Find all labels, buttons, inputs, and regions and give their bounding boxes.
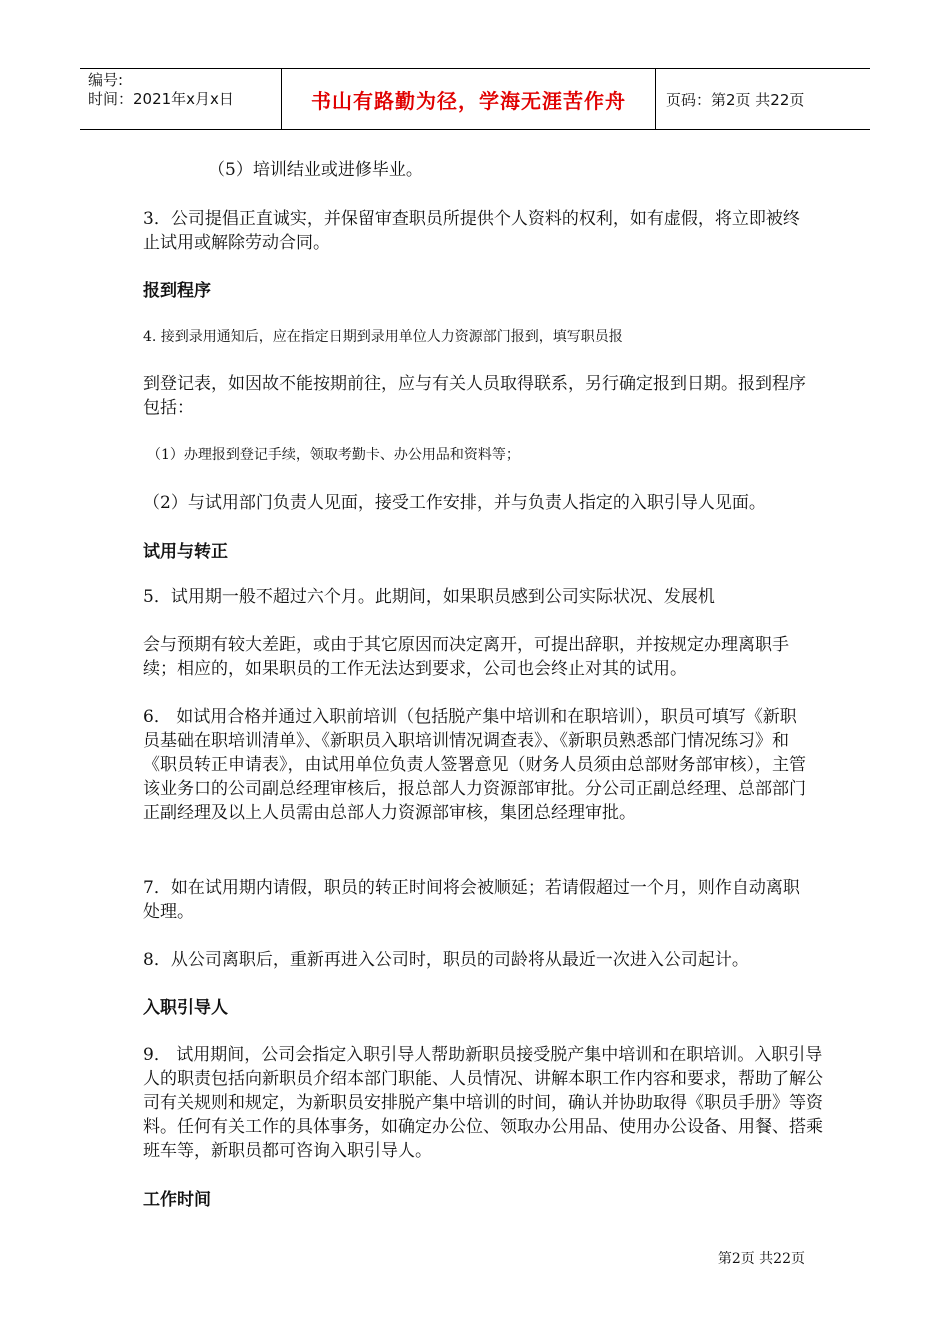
paragraph-registration-step-1: （1）办理报到登记手续，领取考勤卡、办公用品和资料等； bbox=[147, 447, 520, 463]
page-footer: 第2页 共22页 bbox=[717, 1251, 805, 1267]
paragraph-registration-continued: 到登记表，如因故不能按期前往，应与有关人员取得联系，另行确定报到日期。报到程序包括： bbox=[143, 374, 806, 418]
paragraph-registration-step-2: （2）与试用部门负责人见面，接受工作安排，并与负责人指定的入职引导人见面。 bbox=[143, 493, 766, 513]
paragraph-item-6: 6． 如试用合格并通过入职前培训（包括脱产集中培训和在职培训），职员可填写《新职员基础在职培训清单》、《新职员入职培训情况调查表》、《新职员熟悉部门情况练习》和《职员转正申请表》，由试用单位负责人签署意见（财务人员须由总部财务部审核），主管该业务口的公司副总经理审核后，报总部人力资源部审批。分公司正副总经理、总部部门正副经理及以上人员需由总部人力资源部审核，集团总经理审批。 bbox=[143, 707, 806, 823]
paragraph-item-9: 9． 试用期间，公司会指定入职引导人帮助新职员接受脱产集中培训和在职培训。入职引导人的职责包括向新职员介绍本部门职能、人员情况、讲解本职工作内容和要求，帮助了解公司有关规则和规定，为新职员安排脱产集中培训的时间，确认并协助取得《职员手册》等资料。任何有关工作的具体事务，如确定办公位、领取办公用品、使用办公设备、用餐、搭乘班车等，新职员都可咨询入职引导人。 bbox=[143, 1045, 823, 1161]
section-heading-working-hours: 工作时间 bbox=[143, 1190, 211, 1210]
section-heading-onboarding-guide: 入职引导人 bbox=[143, 998, 228, 1018]
paragraph-item-5-continued: 会与预期有较大差距，或由于其它原因而决定离开，可提出辞职，并按规定办理离职手续；相应的，如果职员的工作无法达到要求，公司也会终止对其的试用。 bbox=[143, 635, 789, 679]
paragraph-item-5: 5．试用期一般不超过六个月。此期间，如果职员感到公司实际状况、发展机 bbox=[143, 587, 715, 607]
paragraph-item-3: 3．公司提倡正直诚实，并保留审查职员所提供个人资料的权利，如有虚假，将立即被终止试用或解除劳动合同。 bbox=[143, 209, 800, 253]
paragraph-item-4: 4. 接到录用通知后，应在指定日期到录用单位人力资源部门报到，填写职员报 bbox=[143, 329, 623, 345]
header-meta bbox=[80, 69, 282, 129]
section-heading-probation: 试用与转正 bbox=[143, 542, 228, 562]
paragraph-item-8: 8．从公司离职后，重新再进入公司时，职员的司龄将从最近一次进入公司起计。 bbox=[143, 950, 749, 970]
section-heading-registration: 报到程序 bbox=[143, 281, 211, 301]
header-page-info: 页码：第2页 共22页 bbox=[666, 90, 805, 109]
page-header bbox=[80, 68, 870, 130]
paragraph-5-training: （5）培训结业或进修毕业。 bbox=[208, 160, 423, 180]
paragraph-item-7: 7．如在试用期内请假，职员的转正时间将会被顺延；若请假超过一个月，则作自动离职处理。 bbox=[143, 878, 800, 922]
header-motto: 书山有路勤为径，学海无涯苦作舟 bbox=[282, 69, 656, 129]
time-label: 时间：2021年x月x日 bbox=[88, 90, 234, 108]
number-label: 编号: bbox=[88, 71, 124, 89]
